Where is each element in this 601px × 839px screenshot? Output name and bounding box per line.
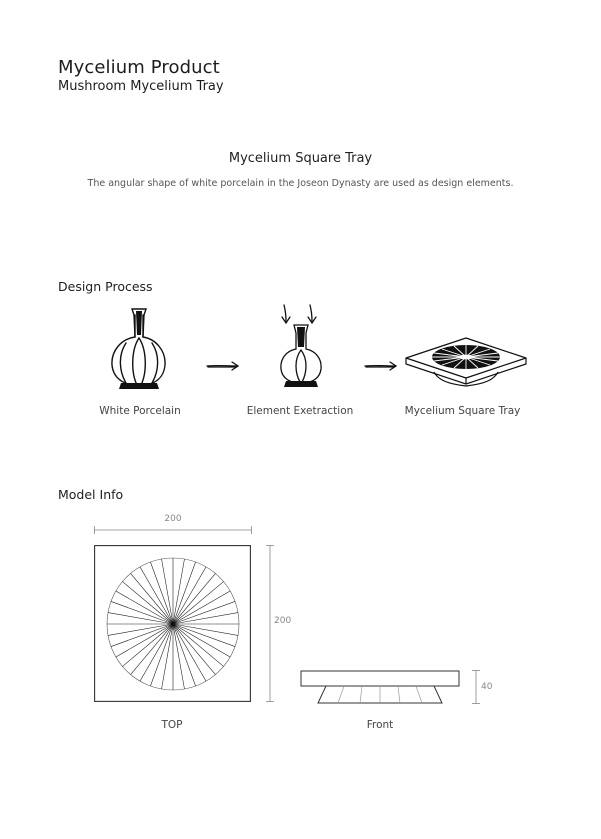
height-dimension-line [472,670,480,704]
height-dimension-label: 40 [481,682,493,692]
porcelain-vase-icon [104,305,174,395]
product-description: The angular shape of white porcelain in the Joseon Dynasty are used as design elements. [87,178,514,189]
model-info-heading: Model Info [58,487,124,502]
depth-dimension-label: 200 [274,616,292,626]
front-view-label: Front [366,719,394,731]
top-view-label: TOP [161,719,183,731]
front-view-drawing [300,670,460,706]
page-subtitle: Mushroom Mycelium Tray [58,79,224,94]
step-label: Mycelium Square Tray [404,405,521,417]
right-arrow-icon [363,360,399,372]
square-tray-icon [404,330,528,390]
width-dimension-line [94,526,252,534]
depth-dimension-line [266,545,274,702]
right-arrow-icon [205,360,241,372]
page-title: Mycelium Product [58,57,220,78]
top-view-drawing [94,545,251,702]
element-extraction-icon [272,303,332,395]
step-label: White Porcelain [99,405,181,417]
width-dimension-label: 200 [164,514,182,524]
step-label: Element Exetraction [246,405,354,417]
design-process-heading: Design Process [58,279,153,294]
product-title: Mycelium Square Tray [228,151,373,166]
